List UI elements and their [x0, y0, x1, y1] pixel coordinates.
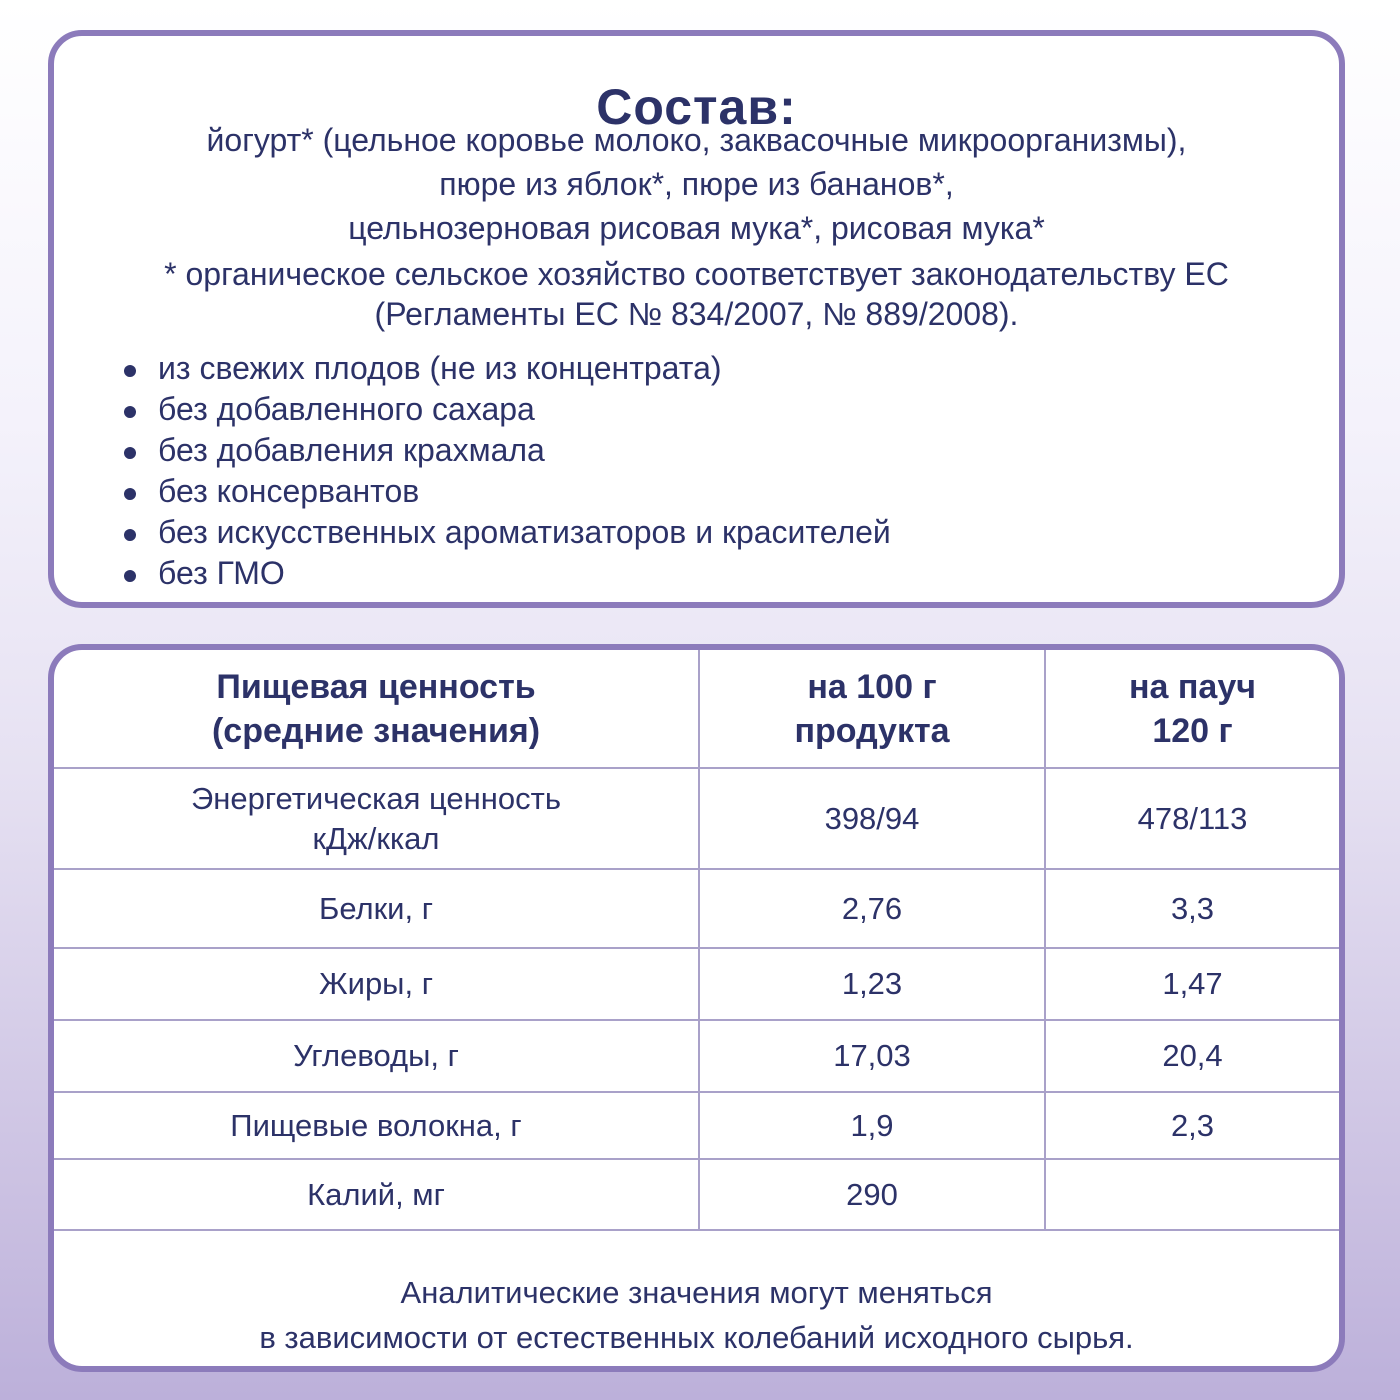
- value-per-100g: 1,23: [699, 948, 1045, 1020]
- table-row-fat: [54, 948, 1339, 1020]
- header-line: 120 г: [1152, 711, 1233, 750]
- footnote-line: Аналитические значения могут меняться: [400, 1275, 993, 1310]
- organic-note-line: (Регламенты ЕС № 834/2007, № 889/2008).: [374, 296, 1019, 332]
- header-line: на пауч: [1129, 667, 1256, 706]
- value-per-pouch: 20,4: [1045, 1020, 1339, 1092]
- header-line: на 100 г: [807, 667, 937, 706]
- table-row-carbs: [54, 1020, 1339, 1092]
- row-label: Пищевые волокна, г: [54, 1092, 699, 1159]
- ingredients-line: пюре из яблок*, пюре из бананов*,: [439, 166, 954, 202]
- value-per-100g: 398/94: [699, 768, 1045, 869]
- header-per-pouch: [1045, 650, 1339, 768]
- composition-title: Состав:: [596, 79, 797, 135]
- feature-item: без добавленного сахара: [122, 389, 891, 430]
- header-line: продукта: [794, 711, 950, 750]
- organic-note-line: * органическое сельское хозяйство соответствует законодательству ЕС: [164, 256, 1229, 292]
- value-per-100g: 1,9: [699, 1092, 1045, 1159]
- ingredients-text: [54, 118, 1339, 250]
- value-per-pouch: [1045, 1159, 1339, 1230]
- footnote-line: в зависимости от естественных колебаний исходного сырья.: [259, 1320, 1134, 1355]
- value-per-pouch: 478/113: [1045, 768, 1339, 869]
- composition-card: [48, 30, 1345, 608]
- value-per-pouch: 3,3: [1045, 869, 1339, 948]
- table-row-protein: [54, 869, 1339, 948]
- feature-item: без добавления крахмала: [122, 430, 891, 471]
- feature-item: из свежих плодов (не из концентрата): [122, 348, 891, 389]
- table-row-fiber: [54, 1092, 1339, 1159]
- row-label: Углеводы, г: [54, 1020, 699, 1092]
- row-label: Калий, мг: [54, 1159, 699, 1230]
- feature-item: без искусственных ароматизаторов и красителей: [122, 512, 891, 553]
- nutrition-card: [48, 644, 1345, 1372]
- value-per-100g: 17,03: [699, 1020, 1045, 1092]
- ingredients-line: цельнозерновая рисовая мука*, рисовая мука*: [348, 210, 1045, 246]
- header-line: (средние значения): [211, 711, 541, 750]
- value-per-100g: 2,76: [699, 869, 1045, 948]
- row-label: [54, 768, 699, 869]
- feature-list: [122, 348, 891, 594]
- row-label-line: Энергетическая ценность: [191, 780, 561, 816]
- value-per-pouch: 1,47: [1045, 948, 1339, 1020]
- table-row-energy: [54, 768, 1339, 869]
- ingredients-line: йогурт* (цельное коровье молоко, заквасочные микроорганизмы),: [206, 122, 1187, 158]
- value-per-pouch: 2,3: [1045, 1092, 1339, 1159]
- row-label: Жиры, г: [54, 948, 699, 1020]
- feature-item: без консервантов: [122, 471, 891, 512]
- header-nutrition-value: [54, 650, 699, 768]
- row-label-line: кДж/ккал: [312, 820, 440, 856]
- feature-item: без ГМО: [122, 553, 891, 594]
- organic-note: [54, 254, 1339, 334]
- header-line: Пищевая ценность: [216, 667, 536, 706]
- nutrition-table: [54, 650, 1339, 1231]
- value-per-100g: 290: [699, 1159, 1045, 1230]
- row-label: Белки, г: [54, 869, 699, 948]
- table-row-potassium: [54, 1159, 1339, 1230]
- analytical-footnote: [54, 1270, 1339, 1360]
- table-header-row: [54, 650, 1339, 768]
- header-per-100g: [699, 650, 1045, 768]
